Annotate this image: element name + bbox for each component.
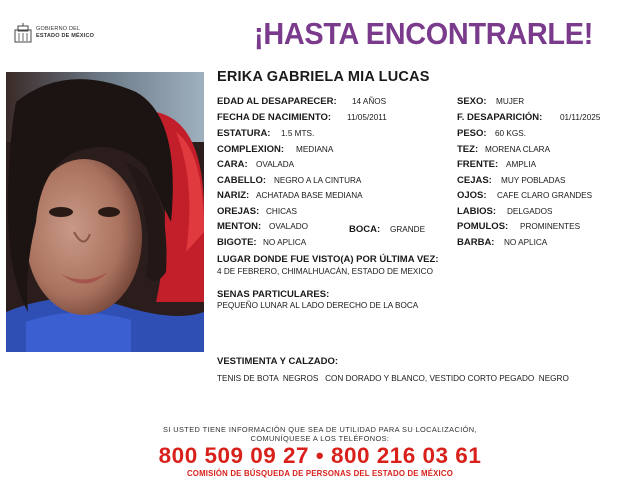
sex-value: MUJER: [496, 97, 525, 106]
gov-line1: GOBIERNO DEL: [36, 26, 81, 32]
age-value: 14 AÑOS: [352, 97, 387, 106]
weight-label: PESO:: [457, 128, 487, 139]
weight-value: 60 KGS.: [495, 129, 526, 138]
eyebrows-label: CEJAS:: [457, 175, 492, 186]
disappearance-date-value: 01/11/2025: [560, 113, 601, 122]
mouth-value: GRANDE: [390, 225, 426, 234]
nose-label: NARIZ:: [217, 190, 250, 201]
contact-note-line1: SI USTED TIENE INFORMACIÓN QUE SEA DE UTILIDAD PARA SU LOCALIZACIÓN,: [163, 425, 477, 434]
ears-value: CHICAS: [266, 207, 297, 216]
clothing-label: VESTIMENTA Y CALZADO:: [217, 356, 339, 367]
forehead-value: AMPLIA: [506, 160, 537, 169]
age-label: EDAD AL DESAPARECER:: [217, 96, 337, 107]
complexion-tone-label: TEZ:: [457, 144, 479, 155]
hair-label: CABELLO:: [217, 175, 267, 186]
face-value: OVALADA: [256, 160, 295, 169]
beard-value: NO APLICA: [504, 238, 548, 247]
cheekbones-label: POMULOS:: [457, 221, 509, 232]
complexion-tone-value: MORENA CLARA: [485, 145, 551, 154]
disappearance-date-label: F. DESAPARICIÓN:: [457, 112, 543, 123]
height-value: 1.5 MTS.: [281, 129, 315, 138]
mustache-value: NO APLICA: [263, 238, 307, 247]
height-label: ESTATURA:: [217, 128, 271, 139]
clothing-value: TENIS DE BOTA NEGROS CON DORADO Y BLANCO, VESTIDO CORTO PEGADO NEGRO: [217, 374, 569, 383]
birthdate-label: FECHA DE NACIMIENTO:: [217, 112, 331, 123]
state-emblem-icon: [12, 22, 34, 44]
chin-value: OVALADO: [269, 222, 308, 231]
chin-label: MENTON:: [217, 221, 262, 232]
eyebrows-value: MUY POBLADAS: [501, 176, 566, 185]
last-seen-label: LUGAR DONDE FUE VISTO(A) POR ÚLTIMA VEZ:: [217, 254, 439, 265]
headline: ¡HASTA ENCONTRARLE!: [254, 16, 594, 51]
contact-note-line2: COMUNÍQUESE A LOS TELÉFONOS:: [250, 434, 390, 443]
nose-value: ACHATADA BASE MEDIANA: [256, 191, 363, 200]
beard-label: BARBA:: [457, 237, 495, 248]
sex-label: SEXO:: [457, 96, 487, 107]
lips-value: DELGADOS: [507, 207, 553, 216]
phone-numbers: 800 509 09 27 • 800 216 03 61: [158, 443, 482, 468]
mouth-label: BOCA:: [349, 224, 381, 235]
eyes-label: OJOS:: [457, 190, 487, 201]
distinguishing-marks-value: PEQUEÑO LUNAR AL LADO DERECHO DE LA BOCA: [217, 301, 419, 310]
government-name: [36, 26, 94, 40]
forehead-label: FRENTE:: [457, 159, 499, 170]
commission-name: COMISIÓN DE BÚSQUEDA DE PERSONAS DEL ESTADO DE MÉXICO: [186, 469, 454, 478]
mustache-label: BIGOTE:: [217, 237, 257, 248]
missing-person-photo: [6, 72, 204, 352]
build-label: COMPLEXION:: [217, 144, 285, 155]
gov-line2: ESTADO DE MÉXICO: [36, 33, 95, 39]
cheekbones-value: PROMINENTES: [520, 222, 581, 231]
ears-label: OREJAS:: [217, 206, 260, 217]
hair-value: NEGRO A LA CINTURA: [274, 176, 362, 185]
person-name: ERIKA GABRIELA MIA LUCAS: [217, 69, 430, 85]
distinguishing-marks-label: SENAS PARTICULARES:: [217, 289, 330, 300]
eyes-value: CAFE CLARO GRANDES: [497, 191, 593, 200]
last-seen-value: 4 DE FEBRERO, CHIMALHUACÁN, ESTADO DE MEXICO: [217, 267, 433, 276]
face-label: CARA:: [217, 159, 248, 170]
birthdate-value: 11/05/2011: [347, 113, 387, 122]
build-value: MEDIANA: [296, 145, 334, 154]
lips-label: LABIOS:: [457, 206, 497, 217]
